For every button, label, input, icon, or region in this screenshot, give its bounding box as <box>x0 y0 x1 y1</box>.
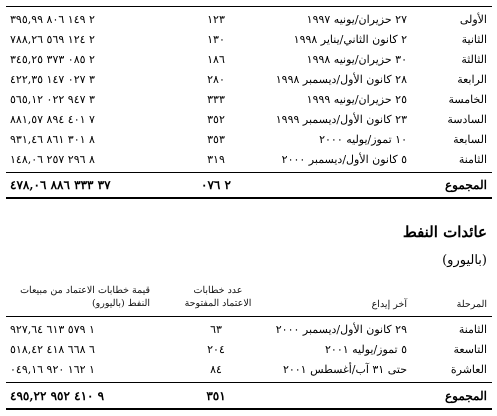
count-cell: ٢٠٤ <box>207 343 225 356</box>
phase-cell: الثانية <box>461 33 487 46</box>
count-cell: ١٨٦ <box>207 53 225 66</box>
total-amount: ٩ ٤١٠ ٩٥٢ ٤٩٥,٢٢ <box>10 389 105 403</box>
header-amount: قيمة خطابات الاعتماد من مبيعات النفط (باليورو) <box>20 285 150 309</box>
phase-cell: التاسعة <box>453 343 487 356</box>
phase-cell: العاشرة <box>450 363 487 376</box>
table2-bottom-rule <box>6 408 492 410</box>
amount-cell: ٢ ١٢٤ ٥٦٩ ٧٨٨,٢٦ <box>10 33 95 46</box>
total-count: ٢ ٠٧٦ <box>201 178 231 192</box>
date-cell: ٣٠ حزيران/يونيه ١٩٩٨ <box>306 53 407 66</box>
table1-top-rule <box>6 6 492 7</box>
amount-cell: ٦ ٦٦٨ ٤١٨ ٥١٨,٤٢ <box>10 343 95 356</box>
section-subtitle: (باليورو) <box>442 253 487 268</box>
total-label: المجموع <box>445 389 487 403</box>
table1-bottom-rule <box>6 197 492 199</box>
table-row <box>0 360 497 380</box>
table-row <box>0 90 497 110</box>
phase-cell: الأولى <box>459 13 487 26</box>
amount-cell: ٢ ١٤٩ ٨٠٦ ٣٩٥,٩٩ <box>10 13 95 26</box>
amount-cell: ١ ١٦٢ ٩٢٠ ٠٤٩,١٦ <box>10 363 95 376</box>
table-row <box>0 10 497 30</box>
table-row <box>0 110 497 130</box>
phase-cell: السادسة <box>447 113 487 126</box>
section-title: عائدات النفط <box>402 223 487 241</box>
count-cell: ٢٨٠ <box>207 73 225 86</box>
total-label: المجموع <box>445 178 487 192</box>
total-row <box>0 175 497 195</box>
amount-cell: ٣ ٠٢٧ ١٤٧ ٤٢٢,٣٥ <box>10 73 95 86</box>
header-date: آخر إيداع <box>371 299 407 310</box>
table2-header-rule <box>6 316 492 317</box>
header-count: عدد خطابات الاعتماد المفتوحة <box>184 285 252 309</box>
amount-cell: ٣ ٩٤٧ ٠٢٢ ٥٦٥,١٢ <box>10 93 95 106</box>
table-row <box>0 130 497 150</box>
date-cell: ٢٣ كانون الأول/ديسمبر ١٩٩٩ <box>275 113 407 126</box>
phase-cell: الثامنة <box>458 153 487 166</box>
date-cell: ٢٥ حزيران/يونيه ١٩٩٩ <box>306 93 407 106</box>
date-cell: ٥ كانون الأول/ديسمبر ٢٠٠٠ <box>281 153 407 166</box>
date-cell: ٢٧ حزيران/يونيه ١٩٩٧ <box>306 13 407 26</box>
count-cell: ٣١٩ <box>207 153 225 166</box>
table1-total-rule <box>6 172 492 173</box>
count-cell: ١٢٣ <box>207 13 225 26</box>
date-cell: ١٠ تموز/يوليه ٢٠٠٠ <box>319 133 407 146</box>
date-cell: ٢ كانون الثاني/يناير ١٩٩٨ <box>293 33 407 46</box>
date-cell: ٥ تموز/يوليه ٢٠٠١ <box>325 343 407 356</box>
total-row <box>0 386 497 406</box>
count-cell: ٨٤ <box>210 363 222 376</box>
table-row <box>0 340 497 360</box>
total-count: ٣٥١ <box>206 389 226 403</box>
table-row <box>0 70 497 90</box>
count-cell: ٣٥٢ <box>207 113 225 126</box>
header-phase: المرحلة <box>456 299 487 310</box>
table-row <box>0 320 497 340</box>
table-row <box>0 50 497 70</box>
amount-cell: ٨ ٣٠١ ٨٦١ ٩٣١,٤٦ <box>10 133 95 146</box>
count-cell: ٣٥٣ <box>207 133 225 146</box>
phase-cell: السابعة <box>453 133 487 146</box>
count-cell: ٣٣٣ <box>207 93 225 106</box>
phase-cell: الرابعة <box>457 73 487 86</box>
amount-cell: ١ ٥٧٩ ٦١٣ ٩٢٧,٦٤ <box>10 323 95 336</box>
amount-cell: ٧ ٤٠١ ٨٩٤ ٨٨١,٥٧ <box>10 113 95 126</box>
total-amount: ٣٧ ٣٣٣ ٨٨٦ ٤٧٨,٠٦ <box>10 178 111 192</box>
table2-total-rule <box>6 382 492 383</box>
table-row <box>0 30 497 50</box>
phase-cell: الثامنة <box>458 323 487 336</box>
amount-cell: ٨ ٢٩٦ ٢٥٧ ١٤٨,٠٦ <box>10 153 95 166</box>
table-row <box>0 150 497 170</box>
phase-cell: الثالثة <box>461 53 487 66</box>
count-cell: ٦٣ <box>210 323 222 336</box>
phase-cell: الخامسة <box>448 93 487 106</box>
date-cell: ٢٩ كانون الأول/ديسمبر ٢٠٠٠ <box>275 323 407 336</box>
amount-cell: ٢ ٠٨٥ ٣٧٣ ٣٤٥,٢٥ <box>10 53 95 66</box>
date-cell: ٢٨ كانون الأول/ديسمبر ١٩٩٨ <box>275 73 407 86</box>
date-cell: حتى ٣١ آب/أغسطس ٢٠٠١ <box>282 363 407 376</box>
count-cell: ١٣٠ <box>207 33 225 46</box>
